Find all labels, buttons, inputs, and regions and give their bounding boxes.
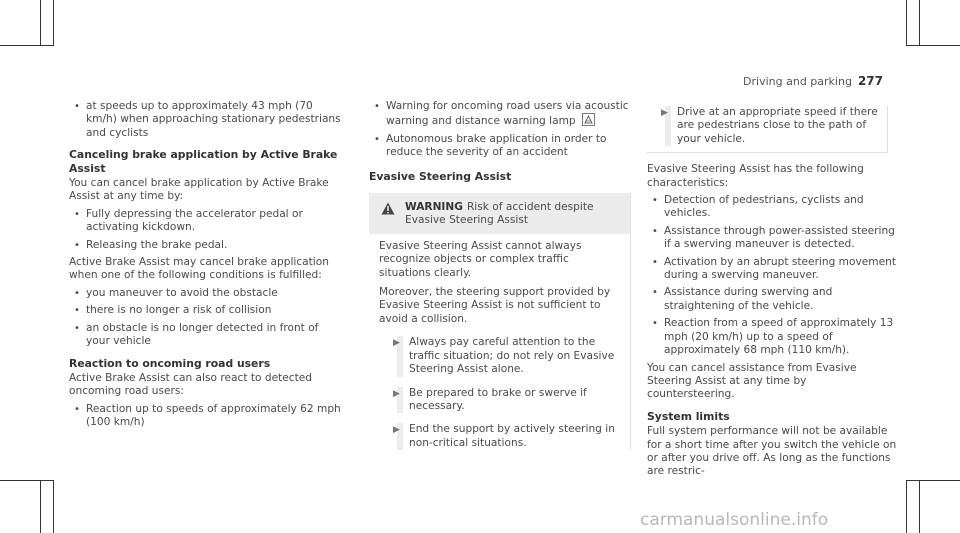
- crop-mark: [906, 0, 907, 46]
- list-item: • Assistance through power-assisted steering if a swerving maneuver is detected.: [647, 225, 897, 252]
- crop-mark: [53, 480, 54, 533]
- crop-mark: [919, 0, 920, 46]
- page-header: [743, 74, 883, 88]
- column-left: [69, 100, 345, 430]
- distance-warning-lamp-icon: [582, 113, 595, 126]
- column-right: [647, 106, 897, 479]
- list-item: • Assistance during swerving and straightening of the vehicle.: [647, 286, 897, 313]
- section-heading: Evasive Steering Assist: [369, 169, 512, 183]
- list-item: • you maneuver to avoid the obstacle: [69, 287, 345, 300]
- warning-label: WARNING: [405, 201, 463, 214]
- action-item: ▶ Always pay careful attention to the traffic situation; do not rely on Evasive Steering Assist alone.: [379, 336, 620, 376]
- list-item: • Activation by an abrupt steering movement during a swerving maneuver.: [647, 256, 897, 283]
- crop-mark: [53, 0, 54, 46]
- warning-title: Risk of accident despite Evasive Steering Assist: [405, 201, 594, 227]
- crop-mark: [0, 480, 54, 481]
- arrow-right-icon: ▶: [661, 108, 668, 118]
- warning-continuation: [647, 106, 888, 153]
- list-item: • Releasing the brake pedal.: [69, 239, 345, 252]
- page-number: 277: [857, 74, 883, 88]
- watermark: carmanualsonline.info: [640, 510, 829, 530]
- list-item: • Detection of pedestrians, cyclists and vehicles.: [647, 194, 897, 221]
- crop-mark: [40, 480, 41, 533]
- list-item: • Reaction from a speed of approximately 13 mph (20 km/h) up to a speed of approximately 68 mph (110 km/h).: [647, 317, 897, 357]
- crop-mark: [906, 45, 960, 46]
- list-item: • Warning for oncoming road users via acoustic warning and distance warning lamp: [369, 100, 631, 129]
- paragraph: Evasive Steering Assist cannot always recognize objects or complex traffic situations clearly.: [379, 239, 582, 279]
- warning-triangle-icon: [381, 202, 395, 215]
- list-item: • an obstacle is no longer detected in front of your vehicle: [69, 322, 345, 349]
- action-item: ▶ Drive at an appropriate speed if there are pedestrians close to the path of your vehicle.: [647, 106, 887, 146]
- warning-box: [369, 193, 631, 450]
- warning-body: [369, 234, 630, 450]
- warning-header: [369, 193, 630, 234]
- paragraph: Active Brake Assist can also react to detected oncoming road users:: [69, 371, 312, 398]
- action-item: ▶ Be prepared to brake or swerve if necessary.: [379, 387, 620, 414]
- paragraph: Full system performance will not be available for a short time after you switch the vehicle on or after you drive off. As long as the functions are restric-: [647, 425, 897, 478]
- list-item: • at speeds up to approximately 43 mph (70 km/h) when approaching stationary pedestrians and cyclists: [69, 100, 345, 140]
- crop-mark: [919, 480, 920, 533]
- section-heading: System limits: [647, 409, 730, 423]
- list-item: • Reaction up to speeds of approximately 62 mph (100 km/h): [69, 403, 345, 430]
- list-item: • Fully depressing the accelerator pedal or activating kickdown.: [69, 208, 345, 235]
- list-item: • Autonomous brake application in order to reduce the severity of an accident: [369, 133, 631, 160]
- section-heading: Canceling brake application by Active Brake Assist: [69, 148, 338, 175]
- paragraph: Active Brake Assist may cancel brake application when one of the following conditions is fulfilled:: [69, 256, 329, 282]
- paragraph: You can cancel assistance from Evasive Steering Assist at any time by countersteering.: [647, 361, 857, 401]
- paragraph: Evasive Steering Assist has the following characteristics:: [647, 163, 864, 189]
- list-item: • there is no longer a risk of collision: [69, 304, 345, 317]
- arrow-right-icon: ▶: [393, 388, 400, 399]
- crop-mark: [40, 0, 41, 46]
- paragraph: You can cancel brake application by Active Brake Assist at any time by:: [69, 177, 329, 203]
- section-title: Driving and parking: [743, 75, 852, 88]
- arrow-right-icon: ▶: [393, 425, 400, 436]
- crop-mark: [906, 480, 960, 481]
- crop-mark: [906, 480, 907, 533]
- section-heading: Reaction to oncoming road users: [69, 356, 271, 370]
- column-middle: [369, 100, 631, 450]
- arrow-right-icon: ▶: [393, 338, 400, 349]
- action-item: ▶ End the support by actively steering in non-critical situations.: [379, 423, 620, 450]
- paragraph: Moreover, the steering support provided by Evasive Steering Assist is not sufficient to avoid a collision.: [379, 286, 611, 325]
- crop-mark: [0, 45, 54, 46]
